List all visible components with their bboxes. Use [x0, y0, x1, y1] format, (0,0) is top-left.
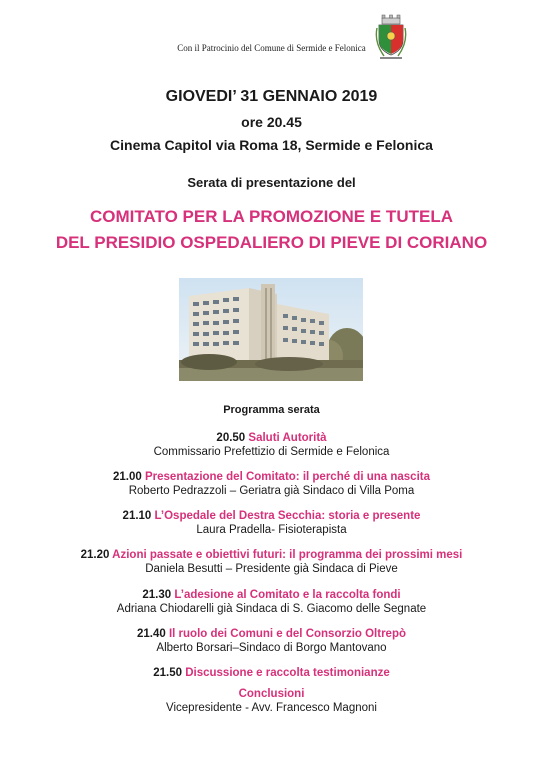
program-item: [0, 471, 543, 497]
program-item: [0, 628, 543, 654]
program-item-speaker: Daniela Besutti – Presidente già Sindaca di Pieve: [145, 563, 398, 575]
program-item-time: 21.00: [113, 471, 142, 483]
municipal-crest-icon: [374, 14, 408, 60]
program-item-speaker: Adriana Chiodarelli già Sindaca di S. Giacomo delle Segnate: [116, 603, 427, 615]
program-item-title: Il ruolo dei Comuni e del Consorzio Oltrepò: [168, 628, 407, 640]
hospital-photo: [179, 278, 363, 381]
program-item: [0, 510, 543, 536]
event-time: ore 20.45: [241, 114, 302, 130]
program-item-time: 21.20: [80, 549, 110, 561]
conclusions-section: [0, 688, 543, 714]
program-item-time: 20.50: [216, 432, 246, 444]
program-item-speaker: Commissario Prefettizio di Sermide e Felonica: [153, 446, 390, 458]
event-title-line2: DEL PRESIDIO OSPEDALIERO DI PIEVE DI CORIANO: [55, 233, 488, 252]
event-title-line1: COMITATO PER LA PROMOZIONE E TUTELA: [90, 207, 453, 226]
program-item-heading: [0, 589, 543, 601]
program-item-heading: [0, 628, 543, 640]
program-item-title: Discussione e raccolta testimonianze: [185, 667, 390, 679]
program-item: [0, 549, 543, 575]
program-item-heading: [0, 510, 543, 522]
program-item-title: Presentazione del Comitato: il perché di una nascita: [144, 471, 430, 483]
program-item-heading: [0, 667, 543, 679]
event-venue: Cinema Capitol via Roma 18, Sermide e Felonica: [110, 137, 433, 153]
program-item: [0, 667, 543, 679]
conclusions-title: Conclusioni: [238, 688, 305, 700]
program-item-time: 21.50: [153, 667, 183, 679]
program-item-speaker: Alberto Borsari–Sindaco di Borgo Mantovano: [156, 642, 387, 654]
program-title: Programma serata: [223, 404, 320, 416]
event-intro: Serata di presentazione del: [187, 175, 356, 190]
program-item-title: Azioni passate e obiettivi futuri: il programma dei prossimi mesi: [112, 549, 463, 561]
program-item-time: 21.30: [142, 589, 172, 601]
program-item-speaker: Laura Pradella- Fisioterapista: [196, 524, 347, 536]
program-item-speaker: Roberto Pedrazzoli – Geriatra già Sindaco di Villa Poma: [128, 485, 415, 497]
program-item-time: 21.10: [122, 510, 152, 522]
program-item-title: L’Ospedale del Destra Secchia: storia e presente: [154, 510, 421, 522]
event-date: GIOVEDI’ 31 GENNAIO 2019: [165, 88, 378, 105]
program-item: [0, 432, 543, 458]
conclusions-speaker: Vicepresidente - Avv. Francesco Magnoni: [166, 702, 377, 714]
program-item-heading: [0, 471, 543, 483]
program-item-title: Saluti Autorità: [248, 432, 327, 444]
patronage-text: Con il Patrocinio del Comune di Sermide e Felonica: [177, 43, 366, 53]
program-item-heading: [0, 549, 543, 561]
program-item-time: 21.40: [136, 628, 166, 640]
program-item-heading: [0, 432, 543, 444]
program-item-title: L’adesione al Comitato e la raccolta fondi: [174, 589, 401, 601]
program-item: [0, 589, 543, 615]
